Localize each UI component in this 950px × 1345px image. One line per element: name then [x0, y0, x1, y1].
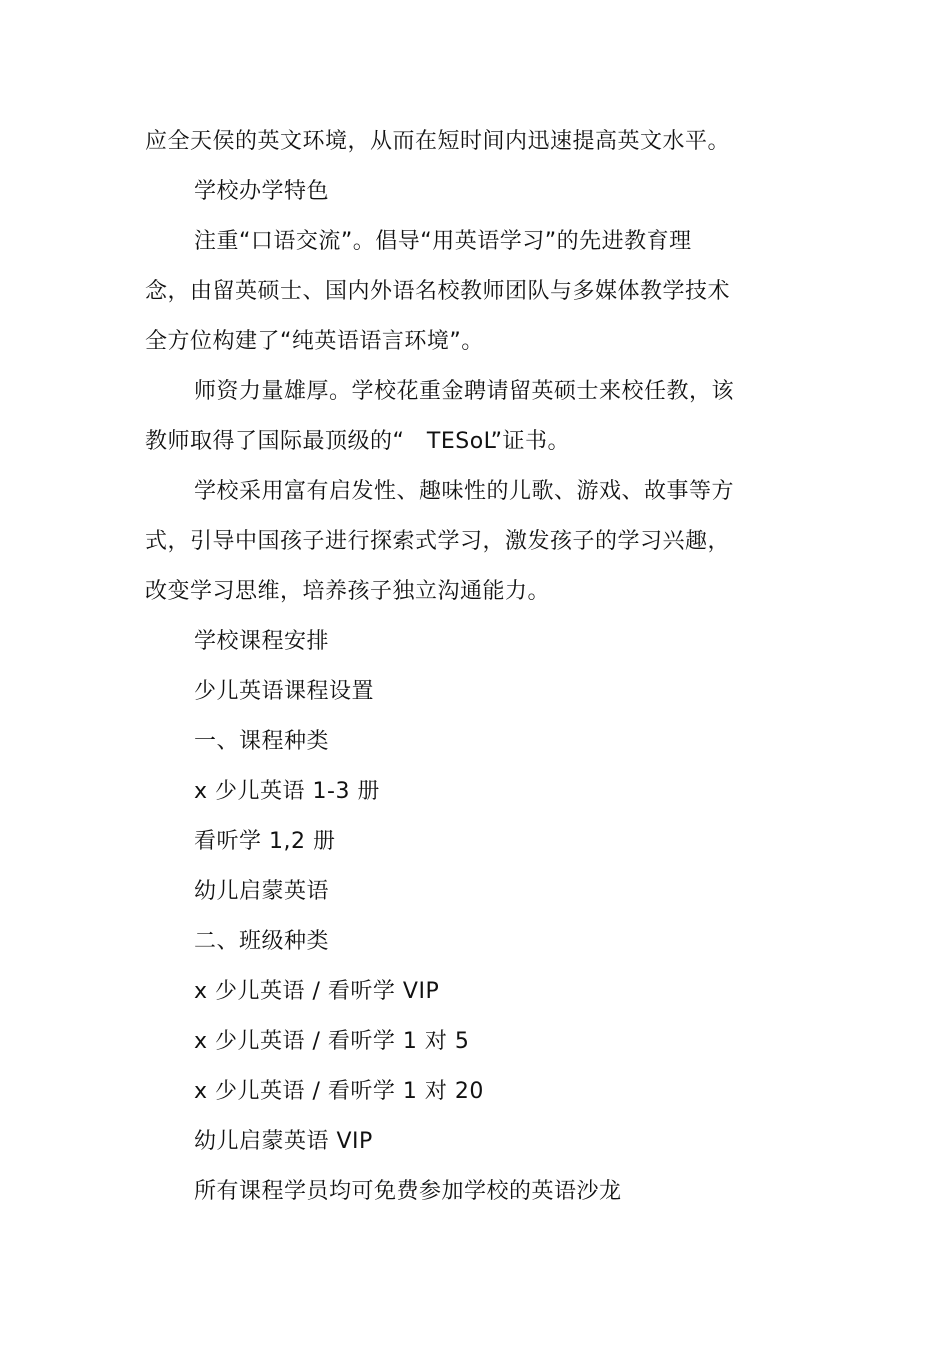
list-item: x 少儿英语 / 看听学 VIP: [194, 979, 440, 1004]
paragraph-line: 改变学习思维，培养孩子独立沟通能力。: [145, 579, 551, 604]
list-item: 幼儿启蒙英语 VIP: [194, 1129, 373, 1154]
paragraph-line: 学校采用富有启发性、趣味性的儿歌、游戏、故事等方: [194, 479, 735, 504]
list-item: 看听学 1,2 册: [194, 829, 336, 854]
list-item: x 少儿英语 / 看听学 1 对 20: [194, 1079, 484, 1104]
section-heading: 学校课程安排: [194, 629, 330, 654]
paragraph-line: 注重“口语交流”。倡导“用英语学习”的先进教育理: [194, 229, 692, 254]
list-heading: 一、课程种类: [194, 729, 330, 754]
list-item: 幼儿启蒙英语: [194, 879, 330, 904]
paragraph-line: 应全天侯的英文环境，从而在短时间内迅速提高英文水平。: [145, 129, 731, 154]
list-heading: 二、班级种类: [194, 929, 330, 954]
paragraph-line: 所有课程学员均可免费参加学校的英语沙龙: [194, 1179, 622, 1204]
paragraph-line: 教师取得了国际最顶级的“ TESoL”证书。: [145, 429, 571, 454]
section-heading: 学校办学特色: [194, 179, 330, 204]
paragraph-line: 全方位构建了“纯英语语言环境”。: [145, 329, 484, 354]
list-item: x 少儿英语 / 看听学 1 对 5: [194, 1029, 470, 1054]
section-heading: 少儿英语课程设置: [194, 679, 375, 704]
paragraph-line: 念，由留英硕士、国内外语名校教师团队与多媒体教学技术: [145, 279, 731, 304]
paragraph-line: 式，引导中国孩子进行探索式学习，激发孩子的学习兴趣，: [145, 529, 731, 554]
list-item: x 少儿英语 1-3 册: [194, 779, 380, 804]
paragraph-line: 师资力量雄厚。学校花重金聘请留英硕士来校任教，该: [194, 379, 735, 404]
